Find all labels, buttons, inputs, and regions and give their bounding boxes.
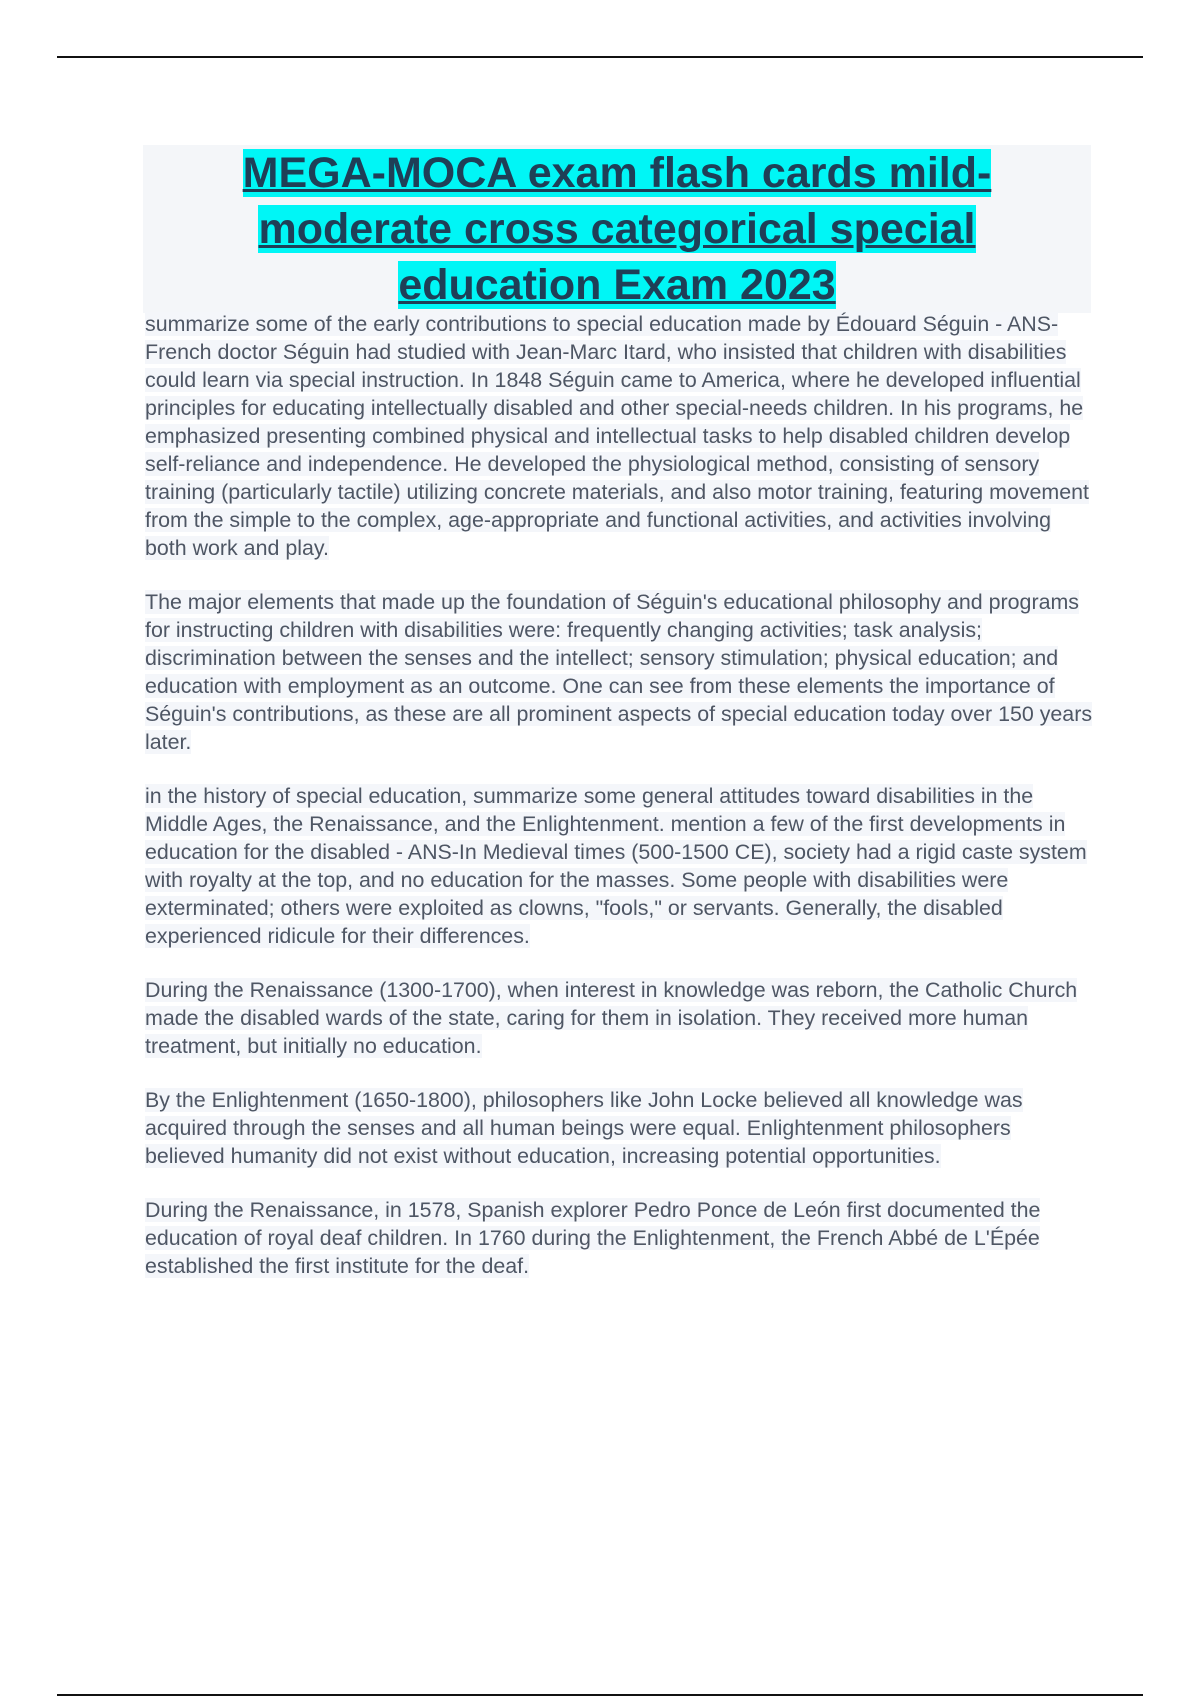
paragraph-seguin-philosophy [145,588,1095,756]
paragraph-seguin-contributions [145,310,1095,562]
paragraph-text: By the Enlightenment (1650-1800), philosophers like John Locke believed all knowledge was acquired through the senses and all human beings were equal. Enlightenment philosophers believed humanity did not exist without education, increasing potential opportunities. [145,1088,1023,1168]
paragraph-text: During the Renaissance (1300-1700), when interest in knowledge was reborn, the Catholic Church made the disabled wards of the state, caring for them in isolation. They received more human treatment, but initially no education. [145,978,1078,1058]
paragraph-text: The major elements that made up the foundation of Séguin's educational philosophy and programs for instructing children with disabilities were: frequently changing activities; task analysis; discrimination between the senses and the intellect; sensory stimulation; physical education; and education with employment as an outcome. One can see from these elements the importance of Séguin's contributions, as these are all prominent aspects of special education today over 150 years later. [145,590,1093,754]
title-line-3: education Exam 2023 [398,261,836,309]
paragraph-enlightenment [145,1086,1095,1170]
paragraph-renaissance [145,976,1095,1060]
title-line-1: MEGA-MOCA exam flash cards mild- [242,149,992,197]
paragraph-text: During the Renaissance, in 1578, Spanish explorer Pedro Ponce de León first documented the education of royal deaf children. In 1760 during the Enlightenment, the French Abbé de L'Épée established the first institute for the deaf. [145,1198,1041,1278]
title-line-2: moderate cross categorical special [258,205,976,253]
document-title [143,145,1091,313]
bottom-divider [57,1694,1143,1696]
paragraph-deaf-education [145,1196,1095,1280]
document-body [145,310,1095,1306]
top-divider [57,56,1143,58]
paragraph-history-attitudes [145,782,1095,950]
paragraph-text: summarize some of the early contributions to special education made by Édouard Séguin - ANS-French doctor Séguin had studied with Jean-Marc Itard, who insisted that children with disabilities could learn via special instruction. In 1848 Séguin came to America, where he developed influential principles for educating intellectually disabled and other special-needs children. In his programs, he emphasized presenting combined physical and intellectual tasks to help disabled children develop self-reliance and independence. He developed the physiological method, consisting of sensory training (particularly tactile) utilizing concrete materials, and also motor training, featuring movement from the simple to the complex, age-appropriate and functional activities, and activities involving both work and play. [145,312,1089,560]
paragraph-text: in the history of special education, summarize some general attitudes toward disabilities in the Middle Ages, the Renaissance, and the Enlightenment. mention a few of the first developments in education for the disabled - ANS-In Medieval times (500-1500 CE), society had a rigid caste system with royalty at the top, and no education for the masses. Some people with disabilities were exterminated; others were exploited as clowns, "fools," or servants. Generally, the disabled experienced ridicule for their differences. [145,784,1087,948]
